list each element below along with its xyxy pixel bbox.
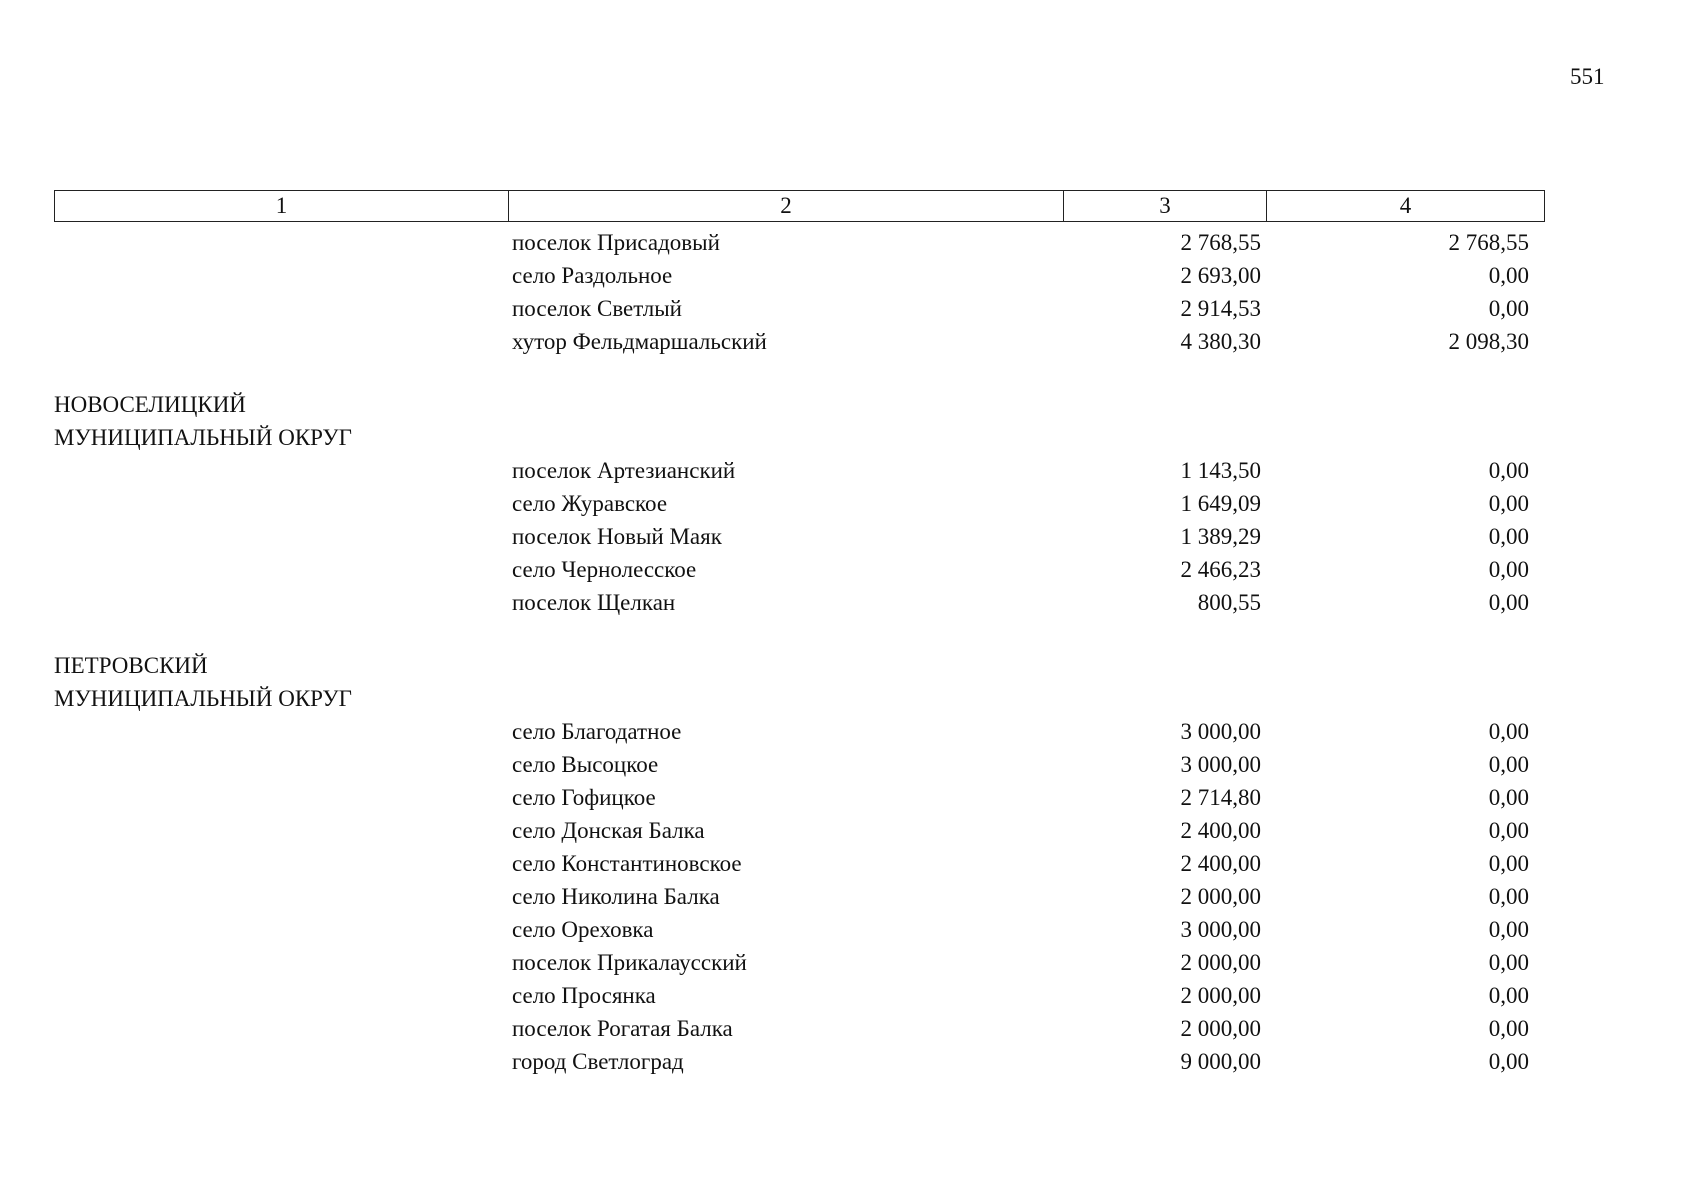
value-col-3: 2 768,55 xyxy=(1180,230,1261,255)
value-col-3: 2 400,00 xyxy=(1180,851,1261,876)
value-col-3: 1 389,29 xyxy=(1180,524,1261,549)
district-heading-line: МУНИЦИПАЛЬНЫЙ ОКРУГ xyxy=(54,425,352,450)
value-col-4: 0,00 xyxy=(1488,884,1529,909)
settlement-name: поселок Новый Маяк xyxy=(512,524,722,549)
page-number: 551 xyxy=(1570,64,1605,89)
value-col-4: 0,00 xyxy=(1488,590,1529,615)
settlement-name: село Журавское xyxy=(512,491,668,516)
value-col-3: 800,55 xyxy=(1197,590,1261,615)
value-col-4: 0,00 xyxy=(1488,1049,1529,1074)
settlement-name: поселок Присадовый xyxy=(512,230,720,255)
table-row xyxy=(54,292,1545,325)
settlement-name: поселок Рогатая Балка xyxy=(512,1016,733,1041)
value-col-4: 2 768,55 xyxy=(1448,230,1529,255)
settlement-name: село Высоцкое xyxy=(512,752,659,777)
value-col-3: 1 143,50 xyxy=(1180,458,1261,483)
settlement-name: село Гофицкое xyxy=(512,785,656,810)
value-col-3: 3 000,00 xyxy=(1180,752,1261,777)
value-col-4: 2 098,30 xyxy=(1448,329,1529,354)
value-col-4: 0,00 xyxy=(1488,983,1529,1008)
table-row xyxy=(54,454,1545,487)
settlement-name: поселок Щелкан xyxy=(512,590,676,615)
table-row xyxy=(54,781,1545,814)
value-col-3: 2 714,80 xyxy=(1180,785,1261,810)
table-row xyxy=(54,487,1545,520)
value-col-3: 2 693,00 xyxy=(1180,263,1261,288)
settlement-name: село Ореховка xyxy=(512,917,654,942)
value-col-3: 1 649,09 xyxy=(1180,491,1261,516)
settlement-name: село Николина Балка xyxy=(512,884,720,909)
settlement-name: село Просянка xyxy=(512,983,656,1008)
district-heading-line: НОВОСЕЛИЦКИЙ xyxy=(54,392,246,417)
table-row xyxy=(54,913,1545,946)
value-col-4: 0,00 xyxy=(1488,296,1529,321)
value-col-3: 2 000,00 xyxy=(1180,983,1261,1008)
table-row xyxy=(54,586,1545,619)
table-row xyxy=(54,553,1545,586)
column-header-2: 2 xyxy=(509,191,1064,221)
table-row xyxy=(54,520,1545,553)
settlement-name: село Константиновское xyxy=(512,851,742,876)
district-heading-line: ПЕТРОВСКИЙ xyxy=(54,653,208,678)
column-header-1: 1 xyxy=(55,191,509,221)
value-col-4: 0,00 xyxy=(1488,719,1529,744)
value-col-3: 2 400,00 xyxy=(1180,818,1261,843)
value-col-4: 0,00 xyxy=(1488,524,1529,549)
value-col-4: 0,00 xyxy=(1488,557,1529,582)
table-row xyxy=(54,880,1545,913)
settlement-name: село Благодатное xyxy=(512,719,682,744)
table-row xyxy=(54,946,1545,979)
value-col-3: 2 914,53 xyxy=(1180,296,1261,321)
value-col-4: 0,00 xyxy=(1488,1016,1529,1041)
table-row xyxy=(54,748,1545,781)
value-col-4: 0,00 xyxy=(1488,851,1529,876)
settlement-name: город Светлоград xyxy=(512,1049,684,1074)
table-body xyxy=(54,226,1545,1078)
value-col-3: 3 000,00 xyxy=(1180,719,1261,744)
value-col-4: 0,00 xyxy=(1488,950,1529,975)
table-row xyxy=(54,325,1545,358)
value-col-4: 0,00 xyxy=(1488,917,1529,942)
settlement-name: поселок Артезианский xyxy=(512,458,736,483)
table-row xyxy=(54,847,1545,880)
settlement-name: село Раздольное xyxy=(512,263,673,288)
value-col-3: 9 000,00 xyxy=(1180,1049,1261,1074)
value-col-3: 4 380,30 xyxy=(1180,329,1261,354)
value-col-3: 2 000,00 xyxy=(1180,884,1261,909)
table-row xyxy=(54,259,1545,292)
table-row xyxy=(54,226,1545,259)
settlement-name: хутор Фельдмаршальский xyxy=(512,329,767,354)
value-col-4: 0,00 xyxy=(1488,491,1529,516)
value-col-4: 0,00 xyxy=(1488,263,1529,288)
value-col-3: 2 000,00 xyxy=(1180,950,1261,975)
value-col-4: 0,00 xyxy=(1488,818,1529,843)
value-col-3: 2 000,00 xyxy=(1180,1016,1261,1041)
table-row xyxy=(54,1012,1545,1045)
settlement-name: поселок Светлый xyxy=(512,296,682,321)
value-col-4: 0,00 xyxy=(1488,785,1529,810)
value-col-3: 2 466,23 xyxy=(1180,557,1261,582)
column-header-4: 4 xyxy=(1399,193,1412,218)
district-heading-line: МУНИЦИПАЛЬНЫЙ ОКРУГ xyxy=(54,686,352,711)
settlement-name: поселок Прикалаусский xyxy=(512,950,747,975)
district-heading xyxy=(54,649,1545,715)
value-col-4: 0,00 xyxy=(1488,458,1529,483)
table-header xyxy=(54,190,1545,222)
district-heading xyxy=(54,388,1545,454)
value-col-3: 3 000,00 xyxy=(1180,917,1261,942)
settlement-name: село Чернолесское xyxy=(512,557,697,582)
table-row xyxy=(54,814,1545,847)
table-row xyxy=(54,715,1545,748)
column-header-3: 3 xyxy=(1064,191,1267,221)
value-col-4: 0,00 xyxy=(1488,752,1529,777)
table-row xyxy=(54,1045,1545,1078)
table-row xyxy=(54,979,1545,1012)
settlement-name: село Донская Балка xyxy=(512,818,705,843)
